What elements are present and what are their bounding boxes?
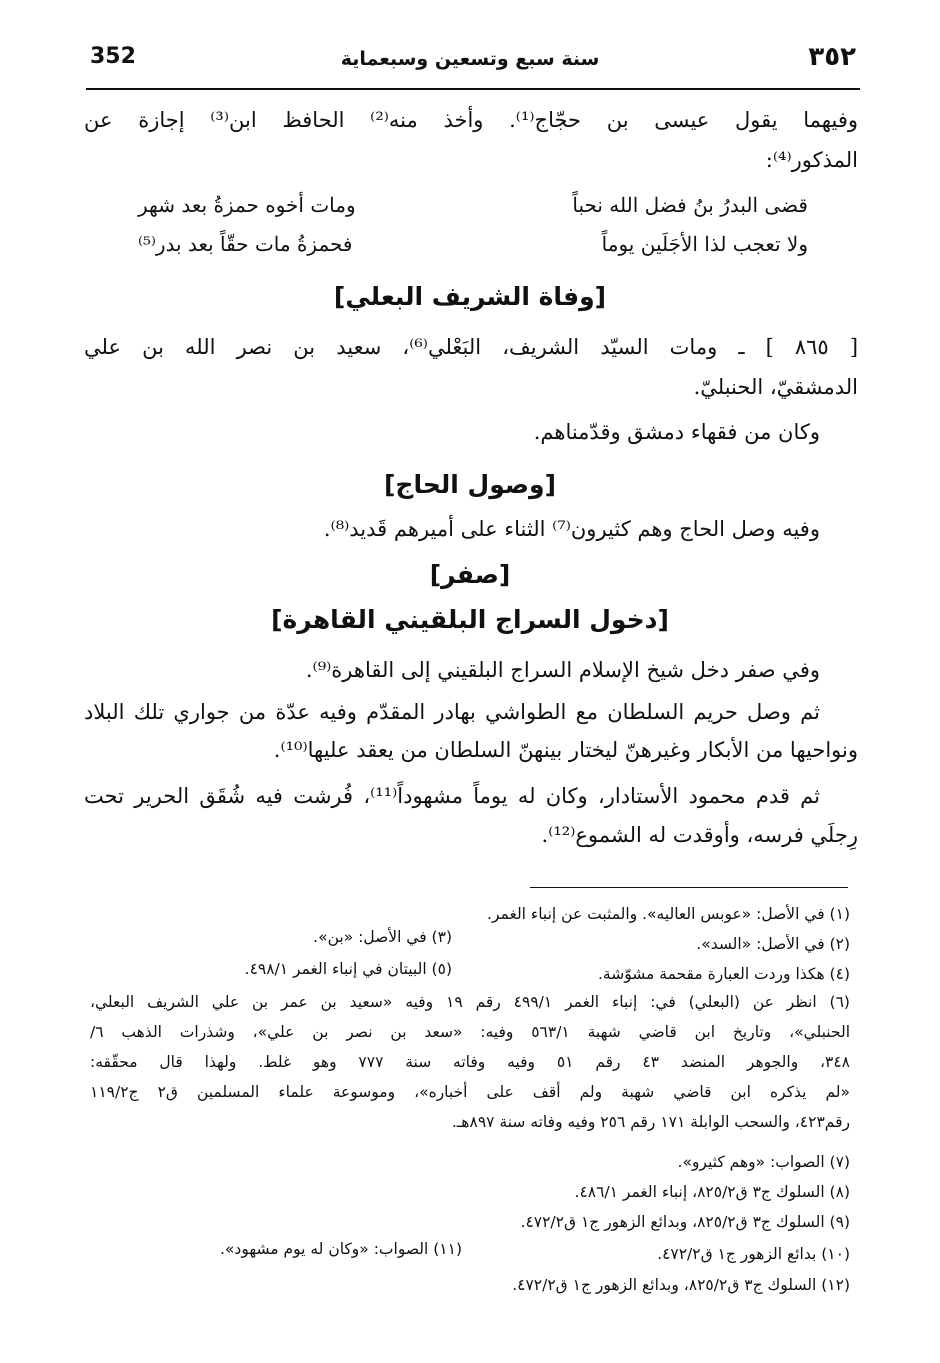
verse-1-first-hemistich: قضى البدرُ بنُ فضل الله نحباً — [572, 193, 808, 217]
footnote-6-line-4: «لم يذكره ابن قاضي شهبة ولم أقف على أخباره»، وموسوعة علماء المسلمين ق٢ ج١١٩/٢ — [90, 1083, 850, 1101]
footnote-9: (٩) السلوك ج٣ ق٨٢٥/٢، وبدائع الزهور ج١ ق٤٧٢/٢. — [520, 1213, 850, 1231]
verse-2-first-hemistich: ولا تعجب لذا الأجَلَين يوماً — [601, 232, 808, 256]
footnote-7: (٧) الصواب: «وهم كثيرو». — [677, 1153, 850, 1171]
footnote-10: (١٠) بدائع الزهور ج١ ق٤٧٢/٢. — [657, 1245, 850, 1263]
paragraph-3: وكان من فقهاء دمشق وقدّمناهم. — [533, 420, 820, 444]
paragraph-2-line-2: الدمشقيّ، الحنبليّ. — [693, 375, 858, 399]
section-heading-death-sharif: [وفاة الشريف البعلي] — [333, 282, 607, 311]
paragraph-2-line-1: [ ٨٦٥ ] ـ ومات السيّد الشريف، البَعْلي⁽⁶⁾، سعيد بن نصر الله بن علي — [84, 335, 859, 359]
footnote-6-line-1: (٦) انظر عن (البعلي) في: إنباء الغمر ٤٩٩/١ رقم ١٩ وفيه «سعيد بن عمر بن علي الشريف البعلي، — [90, 993, 850, 1011]
footnote-1: (١) في الأصل: «عوبس العاليه». والمثبت عن إنباء الغمر. — [487, 905, 850, 923]
paragraph-4: وفيه وصل الحاج وهم كثيرون⁽⁷⁾ الثناء على أميرهم قَديد⁽⁸⁾. — [323, 517, 820, 541]
footnote-6-line-5: رقم٤٢٣، والسحب الوابلة ١٧١ رقم ٢٥٦ وفيه وفاته سنة ٨٩٧هـ. — [451, 1113, 850, 1131]
footnote-6-line-2: الحنبلي»، وتاريخ ابن قاضي شهبة ٥٦٣/١ وفيه: «سعد بن نصر بن علي»، وشذرات الذهب ٦/ — [90, 1023, 850, 1041]
section-heading-bulqini: [دخول السراج البلقيني القاهرة] — [271, 605, 669, 634]
footnote-2: (٢) في الأصل: «السد». — [696, 935, 850, 953]
footnote-separator — [530, 887, 848, 888]
paragraph-6-line-1: ثم وصل حريم السلطان مع الطواشي بهادر المقدّم وفيه عدّة من جواري تلك البلاد — [84, 700, 820, 724]
paragraph-1-line-2: المذكور⁽⁴⁾: — [765, 148, 858, 172]
verse-1-second-hemistich: ومات أخوه حمزةُ بعد شهر — [138, 193, 356, 217]
paragraph-5: وفي صفر دخل شيخ الإسلام السراج البلقيني إلى القاهرة⁽⁹⁾. — [305, 658, 820, 682]
footnote-8: (٨) السلوك ج٣ ق٨٢٥/٢، إنباء الغمر ٤٨٦/١. — [574, 1183, 850, 1201]
paragraph-6-line-2: ونواحيها من الأبكار وغيرهنّ ليختار بينهنّ السلطان من يعقد عليها⁽¹⁰⁾. — [273, 738, 858, 762]
header-rule — [86, 88, 860, 90]
paragraph-1-line-1: وفيهما يقول عيسى بن حجّاج⁽¹⁾. وأخذ منه⁽²⁾ الحافظ ابن⁽³⁾ إجازة عن — [84, 108, 858, 132]
footnote-12: (١٢) السلوك ج٣ ق٨٢٥/٢، وبدائع الزهور ج١ ق٤٧٢/٢. — [512, 1276, 850, 1294]
verse-2-second-hemistich: فحمزةُ مات حقّاً بعد بدر⁽⁵⁾ — [138, 232, 353, 256]
section-heading-pilgrims: [وصول الحاج] — [384, 470, 556, 499]
running-title: سنة سبع وتسعين وسبعماية — [340, 48, 600, 70]
footnote-6-line-3: ٣٤٨، والجوهر المنضد ٤٣ رقم ٥١ وفيه وفاته سنة ٧٧٧ وهو غلط. ولهذا قال محقّقه: — [90, 1053, 850, 1071]
footnote-4: (٤) هكذا وردت العبارة مقحمة مشوّشة. — [597, 965, 850, 983]
page-number-latin: 352 — [90, 44, 136, 69]
section-heading-safar: [صفر] — [429, 560, 511, 589]
footnote-5: (٥) البيتان في إنباء الغمر ٤٩٨/١. — [244, 960, 452, 978]
paragraph-7-line-2: رِجلَي فرسه، وأوقدت له الشموع⁽¹²⁾. — [541, 823, 858, 847]
page-number-arabic: ٣٥٢ — [808, 42, 856, 72]
footnote-11: (١١) الصواب: «وكان له يوم مشهود». — [220, 1240, 462, 1258]
footnote-3: (٣) في الأصل: «بن». — [313, 928, 452, 946]
paragraph-7-line-1: ثم قدم محمود الأستادار، وكان له يوماً مشهوداً⁽¹¹⁾، فُرشت فيه شُقَق الحرير تحت — [84, 784, 820, 808]
